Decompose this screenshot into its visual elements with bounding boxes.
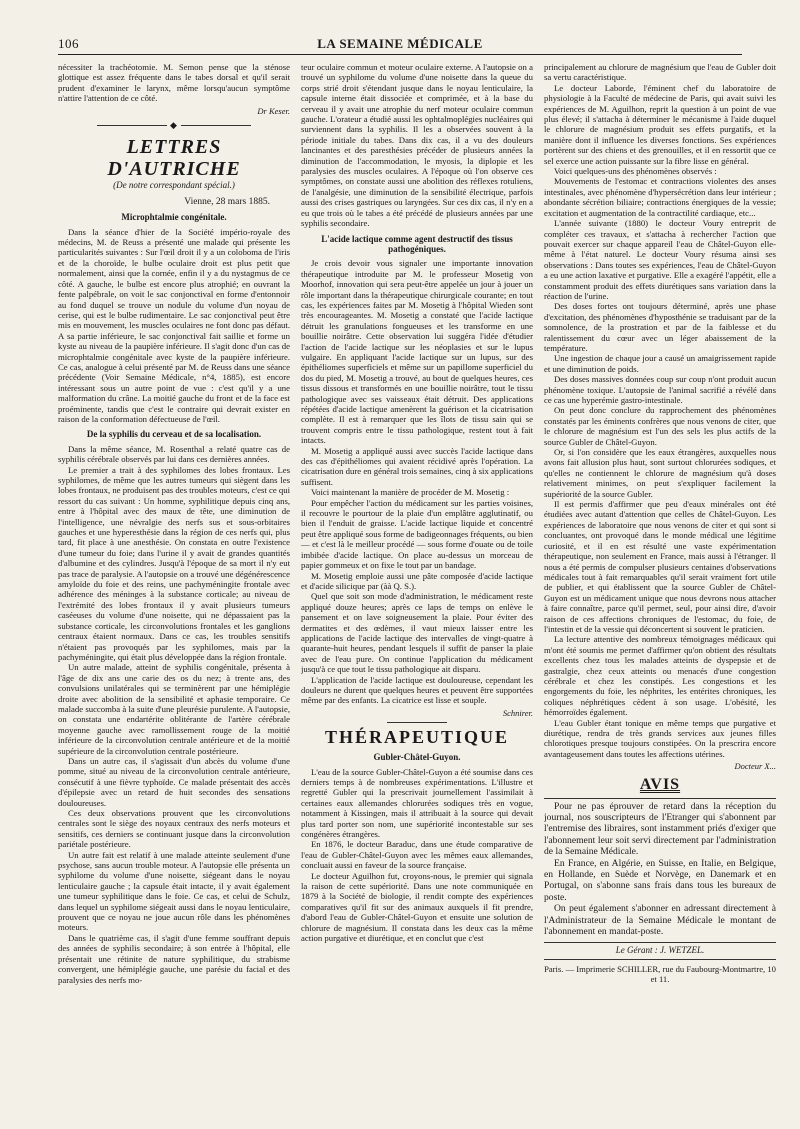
paragraph: L'eau de la source Gubler-Châtel-Guyon a été soumise dans ces derniers temps à de nombreuses expérimentations. L'illustre et regretté Gubler qui la prescrivait journellement l'assimilait à certaines eaux allemandes chlorurées sodiques très en vogue, notamment à Kissingen, mais il attribuait à la source qui devait plus tard porter son nom, une supériorité incontestable sur ses congénères étrangères. bbox=[301, 766, 533, 840]
paragraph: M. Mosetig emploie aussi une pâte composée d'acide lactique et d'acide silicique par (àà Q. S.). bbox=[301, 570, 533, 591]
paragraph: Le docteur Laborde, l'éminent chef du laboratoire de physiologie à la Faculté de médecine de Paris, qui avait suivi les expériences de M. Aguilhon, reprit la question à un point de vue plus élevé; il s'attacha à déterminer le mécanisme à l'aide duquel le chlorure de magnésium produit ses effets purgatifs, et la manière dont il influence les diverses fonctions. Ses expériences portèrent sur des chiens et des grenouilles, et il en ressortit que ce sel exerce une action puissante sur la fibre lisse en général. bbox=[544, 82, 776, 166]
column-2 bbox=[301, 62, 533, 1097]
paragraph: En 1876, le docteur Baraduc, dans une étude comparative de l'eau de Gubler-Châtel-Guyon avec les mêmes eaux allemandes, concluait aussi en faveur de la source française. bbox=[301, 839, 533, 871]
running-title: LA SEMAINE MÉDICALE bbox=[317, 36, 483, 51]
paragraph: Le docteur Aguilhon fut, croyons-nous, le premier qui signala la raison de cette supériorité. Dans une note communiquée en 1879 à la Société de biologie, il rendit compte des expériences comparatives qu'il fit sur des animaux auxquels il fit prendre, d'abord l'eau de Gubler-Châtel-Guyon et ensuite une solution de chlorure de magnésium. Il constata dans les deux cas la même action purgative et diurétique, et en conclut que c'est bbox=[301, 870, 533, 944]
printer-imprint: Paris. — Imprimerie SCHILLER, rue du Faubourg-Montmartre, 10 et 11. bbox=[544, 963, 776, 985]
paragraph: principalement au chlorure de magnésium que l'eau de Gubler doit sa vertu caractéristique. bbox=[544, 62, 776, 83]
publisher-line: Le Gérant : J. WETZEL. bbox=[615, 944, 705, 955]
paragraph: Des doses fortes ont toujours déterminé, après une phase d'excitation, des phénomènes d'hyposthénie se traduisant par de la somnolence, de la prostration et par de la faiblesse et du ralentissement du cœur avec un léger abaissement de la température. bbox=[544, 301, 776, 353]
paragraph: Mouvements de l'estomac et contractions violentes des anses intestinales, avec phénomène d'hypersécrétion dans leur intérieur ; abondante sécrétion biliaire; contractions énergiques de la vessie; excitation et augmentation de la contractilité cardiaque, etc... bbox=[544, 176, 776, 218]
column-3 bbox=[544, 62, 776, 1097]
paragraph: On peut donc conclure du rapprochement des phénomènes constatés par les éminents confrères que nous venons de citer, que le chlorure de magnésium est l'un des sels les plus actifs de la source Gubler de Châtel-Guyon. bbox=[544, 405, 776, 447]
paragraph: Dans la séance d'hier de la Société império-royale des médecins, M. de Reuss a présenté une malade qui présente les particularités suivantes : Sur l'œil droit il y a un coloboma de l'iris et de la choroïde, le bulbe oculaire droit est plus petit que normalement, ainsi que la cornée, enfin il y a du nystagmus de ce côté. A gauche, le bulbe est encore plus atrophié; en ouvrant la fente palpébrale, on voit le sac conjonctival en forme d'entonnoir au fond duquel se trouve un nodule du volume d'un noyau de cerise, qui est le bulbe rudimentaire. Le sac conjonctival peut être mis en mouvement, les muscles oculaires ne font donc pas défaut. A sa partie inférieure, le sac conjonctival fait saillie et forme un kyste au niveau de la paupière inférieure. Il s'agit donc d'un cas de microphtalmie congénitale avec kyste de la paupière inférieure. Ce cas, analogue à celui présenté par M. de Reuss dans une séance précédente (Voir Semaine Médicale, n°4, 1885), est encore intéressant sous un autre point de vue : c'est qu'il y a une malformation du crâne. La moitié gauche du front et de la face est proéminente, tandis que c'est le contraire qui devrait exister en raison de la conformation défectueuse de l'œil. bbox=[58, 226, 290, 424]
divider bbox=[387, 722, 447, 723]
paragraph: Il est permis d'affirmer que peu d'eaux minérales ont été étudiées avec autant d'attention que celles de Châtel-Guyon. Les expériences de laboratoire que nous venons de citer et qui sont si concluantes, ont provoqué dans le monde médical une légitime curiosité, et il en est résulté une vaste expérimentation thérapeutique, non seulement en France, mais aussi à l'étranger. Il nous a été permis de compulser plusieurs centaines d'observations médicales tout à fait remarquables qu'il serait vraiment fort utile de publier, et qui établissent que la source Gubler de Châtel-Guyon est un médicament unique que nous devrons nous attacher à faire connaître, parce qu'il permet, seul, pour ainsi dire, d'avoir raison de ces affections chroniques de l'estomac, du foie, de l'intestin et de la vessie qui déconcertent si souvent le praticien. bbox=[544, 499, 776, 634]
dateline: Vienne, 28 mars 1885. bbox=[184, 196, 270, 207]
paragraph: Dans le quatrième cas, il s'agit d'une femme souffrant depuis des années de syphilis secondaire; à son entrée à l'hôpital, elle présentait une rétinite de nature syphilitique, du strabisme convergent, une hémiplégie gauche, une parésie du facial et des paralysies des nerfs mo- bbox=[58, 932, 290, 985]
author-signature: Dr Keser. bbox=[257, 105, 290, 116]
divider bbox=[544, 942, 776, 943]
paragraph: Pour empêcher l'action du médicament sur les parties voisines, il recouvre le pourtour de la plaie d'un emplâtre agglutinatif, ou bien il l'enduit de graisse. L'acide lactique liquide et concentré peut être appliqué sous forme de badigeonnages fréquents, ou bien — et c'est là le meilleur procédé — sous forme d'ouate ou de toile imbibée d'acide lactique. On place au-dessus un morceau de papier gommeux et on fixe le tout par un bandage. bbox=[301, 497, 533, 571]
paragraph: Le premier a trait à des syphilomes des lobes frontaux. Les syphilomes, de même que les autres tumeurs qui siègent dans les lobes frontaux, ne produisent pas des troubles moteurs, c'est ce qui ressort du cas suivant : Un homme, syphilitique depuis cinq ans, entre à l'hôpital avec des maux de tête, une diminution de l'intelligence, une névralgie des nerfs sus et sous-orbitaires gauches et une hyperesthésie dans la région de ces nerfs qui, plus tard, fit place à une anesthésie. On constata en outre l'existence d'une tumeur du foie; dans l'urine il y avait de grandes quantités d'albumine et des cylindres. Jusqu'à l'époque de sa mort il n'y eut pas trace de paralysie. A l'autopsie on a trouvé une dégénérescence amyloïde du foie et des reins, une pachyméningite frontale avec adhérence des méninges à la substance corticale; au niveau de l'extrémité des lobes frontaux il y avait plusieurs tumeurs caséeuses du volume d'une noisette, qui ne dépassaient pas la substance corticale, les circonvolutions frontales et les ganglions centraux étaient normaux. Dans ce cas, les troubles sensitifs n'étaient pas provoqués par les syphilomes, mais par la pachyméningite, qui était plus développée dans la région frontale. bbox=[58, 464, 290, 662]
paragraph: L'application de l'acide lactique est douloureuse, cependant les douleurs ne durent que quelques heures et peuvent être supportées même par des enfants. La cicatrice est lisse et souple. bbox=[301, 674, 533, 706]
ornament-divider bbox=[58, 120, 290, 130]
section-title: THÉRAPEUTIQUE bbox=[324, 727, 510, 748]
paragraph: L'eau Gubler étant tonique en même temps que purgative et diurétique, rendra de très grands services aux jeunes filles chlorotiques presque toujours constipées. On la prescrira encore avantageusement dans toutes les affections utérines. bbox=[544, 717, 776, 759]
paragraph: On peut également s'abonner en adressant directement à l'Administrateur de la Semaine Médicale le montant de l'abonnement en mandat-poste. bbox=[544, 903, 776, 938]
notice-box bbox=[544, 798, 776, 938]
section-subtitle: (De notre correspondant spécial.) bbox=[113, 180, 235, 191]
diamond-icon: ◆ bbox=[170, 120, 178, 131]
paragraph: nécessiter la trachéotomie. M. Semon pense que la sténose glottique est assez fréquente dans le tabes dorsal et qu'il serait prudent d'examiner le larynx, même lorsqu'aucun symptôme n'attire l'attention de ce côté. bbox=[58, 62, 290, 104]
divider bbox=[544, 959, 776, 960]
subsection-heading: Gubler-Châtel-Guyon. bbox=[373, 752, 461, 763]
paragraph: Un autre malade, atteint de syphilis congénitale, présenta à l'âge de dix ans une carie des os du nez; à trente ans, des convulsions unilatérales qui se terminèrent par une hémiplégie droite avec abolition de la sensibilité et aphasie temporaire. Ce malade succomba à la suite d'une pleurésie purulente. A l'autopsie, on constata une endartérite oblitérante de l'artère cérébrale moyenne gauche avec ramollissement rouge de la moitié inférieure de la circonvolution centrale antérieure et de la moitié supérieure de la circonvolution centrale postérieure. bbox=[58, 662, 290, 756]
paragraph: Un autre fait est relatif à une malade atteinte seulement d'une psychose, sans aucun trouble moteur. A l'autopsie elle présenta un syphilome du volume d'une noisette, siégeant dans le noyau lenticulaire gauche ; la capsule était intacte, il y avait également une tumeur syphilitique dans le foie. Ce cas, et celui de Schulz, dans lequel un syphilome siégeait aussi dans le noyau lenticulaire, prouvent que ce noyau ne joue aucun rôle dans les phénomènes moteurs. bbox=[58, 849, 290, 933]
paragraph: L'année suivante (1880) le docteur Voury entreprit de compléter ces travaux, et s'attacha à rechercher l'action que pouvait exercer sur chaque appareil l'eau de Châtel-Guyon elle-même à l'état naturel. Le docteur Voury résuma ainsi ses observations : Dans toutes ses expériences, l'eau de Châtel-Guyon a eu une action laxative et purgative. Elle a exagéré l'appétit, elle a constamment produit des effets diurétiques sans variation dans la réaction de l'urine. bbox=[544, 218, 776, 301]
subsection-heading: Microphtalmie congénitale. bbox=[121, 212, 227, 223]
author-signature: Docteur X... bbox=[734, 761, 776, 772]
paragraph: Dans la même séance, M. Rosenthal a relaté quatre cas de syphilis cérébrale observés par lui dans ces dernières années. bbox=[58, 443, 290, 465]
paragraph: Pour ne pas éprouver de retard dans la réception du journal, nos souscripteurs de l'Etranger qui s'abonnent par l'entremise des libraires, sont instamment priés d'exiger que l'abonnement leur soit servi directement par l'administration de la Semaine Médicale. bbox=[544, 800, 776, 858]
paragraph: Ces deux observations prouvent que les circonvolutions centrales sont le siège des noyaux centraux des nerfs moteurs et sensitifs, ces derniers se continuant jusque dans la circonvolution pariétale postérieure. bbox=[58, 808, 290, 850]
paragraph: M. Mosetig a appliqué aussi avec succès l'acide lactique dans des cas d'épithéliomes qui avaient récidivé après l'opération. La cicatrisation dure en général trois semaines, cinq à six applications suffisent. bbox=[301, 445, 533, 487]
subsection-heading: De la syphilis du cerveau et de sa localisation. bbox=[86, 429, 262, 440]
subsection-heading: L'acide lactique comme agent destructif des tissus pathogéniques. bbox=[321, 233, 513, 254]
paragraph: Des doses massives données coup sur coup n'ont produit aucun phénomène toxique. L'autopsie de l'animal sacrifié a révélé dans ce cas une hyperémie gastro-intestinale. bbox=[544, 374, 776, 405]
header-rule bbox=[58, 54, 742, 55]
paragraph: teur oculaire commun et moteur oculaire externe. A l'autopsie on a trouvé un syphilome du volume d'une noisette dans la queue du corps strié droit s'étendant jusque dans le noyau lenticulaire, la capsule interne était dissociée et comprimée, et à la base du cerveau il y avait une atrophie du nerf moteur oculaire commun gauche. L'orateur a étudié aussi les ophtalmoplégies nucléaires qui surviennent dans la syphilis. Il les a observées souvent à la période initiale du tabes. Dans dix cas, il a vu des douleurs lancinantes et des paresthésies précéder de plusieurs années la diminution de l'accommodation, le myosis, la diplopie et les paralysies des muscles oculaires. A l'époque où l'on observe ces symptômes, on constate aussi une abolition des réflexes rotuliens, de l'analgésie, une diminution de la sensibilité électrique, parfois aussi des crises gastriques ou laryngées. Sur ces dix cas, il n'y en a eu que trois où le tabes a été précédé de plusieurs années par une syphilis secondaire. bbox=[301, 62, 533, 229]
paragraph: Quel que soit son mode d'administration, le médicament reste appliqué douze heures; après ce laps de temps on enlève le pansement et on lave soigneusement la plaie. Pour éviter des dermatites et des œdèmes, il vaut mieux laisser entre les applications de l'acide lactique des intervalles de vingt-quatre à quarante-huit heures, pendant lesquels il suffit de panser la plaie avec de l'eau pure. On continue l'application du médicament jusqu'à ce que tout le tissu pathologique ait disparu. bbox=[301, 591, 533, 675]
paragraph: Je crois devoir vous signaler une importante innovation thérapeutique introduite par M. le professeur Mosetig von Moorhof, innovation qui sera peut-être appelée un jour à jouer un rôle important dans la thérapeutique chirurgicale courante; en tout cas, les expériences faites par M. Mosetig à l'hôpital Wieden sont très encourageantes. M. Mosetig a constaté que l'acide lactique détruit les granulations fongueuses et les transforme en une bouillie noirâtre. Cette observation lui suggéra l'idée d'étudier l'action de l'acide lactique sur les néoplasies et sur le lupus vulgaire. En appliquant l'acide lactique sur un lupus, sur des épithéliomes superficiels et même sur un papillome superficiel du dos du pied, M. Mosetig a trouvé, au bout de quelques heures, ces tissus dissous et transformés en une bouillie noirâtre, tout le tissu pathologique avec ses vaisseaux était détruit. Des applications répétées d'acide lactique amenèrent la guérison et la cicatrisation complète. Il est à remarquer que les îlots de tissu sain qui se trouvent compris entre le tissu pathologique, restent tout à fait intacts. bbox=[301, 258, 533, 446]
column-1 bbox=[58, 62, 290, 1097]
paragraph: Une ingestion de chaque jour a causé un amaigrissement rapide et une diminution de poids. bbox=[544, 353, 776, 374]
page-header bbox=[58, 36, 742, 54]
paragraph: Voici quelques-uns des phénomènes observés : bbox=[554, 166, 717, 177]
paragraph: En France, en Algérie, en Suisse, en Italie, en Belgique, en Hollande, en Suède et Norvège, en Danemark et en Portugal, on s'abonne sans frais dans tous les bureaux de poste. bbox=[544, 857, 776, 903]
paragraph: Dans un autre cas, il s'agissait d'un abcès du volume d'une pomme, situé au niveau de la circonvolution centrale antérieure, consécutif à une fièvre typhoïde. Ce malade présentait des accès d'épilepsie avec un retard de huit secondes des sensations douloureuses. bbox=[58, 755, 290, 808]
page-number: 106 bbox=[58, 36, 79, 51]
paragraph: Or, si l'on considère que les eaux étrangères, auxquelles nous avons fait allusion plus haut, sont surtout chlorurées sodiques, et qu'elles ne contiennent le chlorure de magnésium qu'à doses relativement minimes, on peut s'expliquer facilement la supériorité de la source Gubler. bbox=[544, 447, 776, 499]
paragraph: Voici maintenant la manière de procéder de M. Mosetig : bbox=[311, 487, 510, 498]
author-signature: Schnirer. bbox=[502, 707, 533, 718]
section-title: LETTRES D'AUTRICHE bbox=[107, 136, 241, 181]
notice-title: AVIS bbox=[639, 775, 681, 793]
paragraph: La lecture attentive des nombreux témoignages médicaux qui m'ont été soumis me permet d'affirmer qu'on obtient des résultats excellents chez tous les malades atteints de dyspepsie et de gastralgie, chez ceux atteints ou menacés d'une congestion cérébrale et chez les constipés. Les congestions et les engorgements du foie, les néphrites, les entérites chroniques, les coliques néphrétiques cèdent à son usage. L'obésité, les hémorroïdes également. bbox=[544, 634, 776, 718]
